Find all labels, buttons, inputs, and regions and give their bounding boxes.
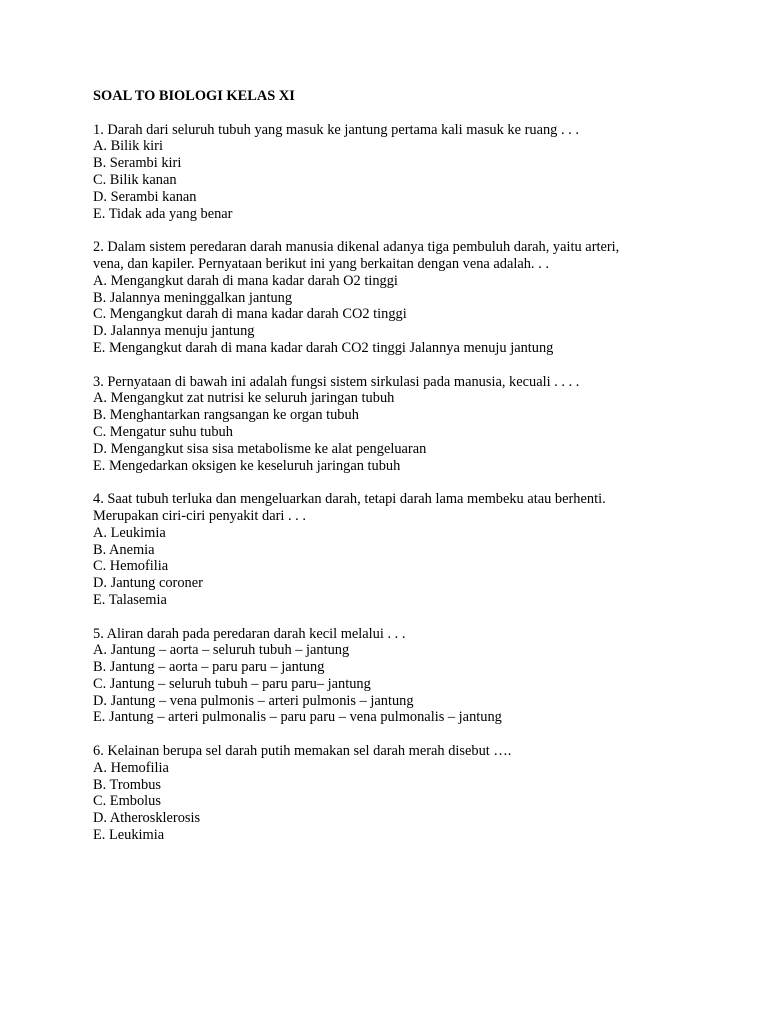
answer-option: C. Mengangkut darah di mana kadar darah CO2 tinggi bbox=[93, 306, 407, 323]
question-prompt-line: 6. Kelainan berupa sel darah putih memakan sel darah merah disebut …. bbox=[93, 743, 512, 760]
answer-option: C. Bilik kanan bbox=[93, 171, 177, 188]
answer-option: E. Jantung – arteri pulmonalis – paru paru – vena pulmonalis – jantung bbox=[93, 709, 502, 726]
answer-option: C. Mengatur suhu tubuh bbox=[93, 423, 233, 440]
answer-option: A. Hemofilia bbox=[93, 759, 169, 776]
question-4 bbox=[93, 491, 728, 609]
answer-option: B. Jalannya meninggalkan jantung bbox=[93, 289, 293, 306]
question-prompt-line: 1. Darah dari seluruh tubuh yang masuk ke jantung pertama kali masuk ke ruang . . . bbox=[93, 121, 579, 138]
answer-option: B. Serambi kiri bbox=[93, 155, 182, 172]
answer-option: D. Jalannya menuju jantung bbox=[93, 323, 255, 340]
answer-option: B. Jantung – aorta – paru paru – jantung bbox=[93, 659, 325, 676]
answer-option: A. Mengangkut zat nutrisi ke seluruh jaringan tubuh bbox=[93, 390, 395, 407]
question-prompt-line: Merupakan ciri-ciri penyakit dari . . . bbox=[93, 507, 306, 524]
answer-option: D. Jantung coroner bbox=[93, 575, 203, 592]
answer-option: E. Leukimia bbox=[93, 827, 165, 844]
document-title: SOAL TO BIOLOGI KELAS XI bbox=[93, 88, 295, 104]
answer-option: B. Anemia bbox=[93, 541, 155, 558]
answer-option: C. Hemofilia bbox=[93, 558, 169, 575]
answer-option: A. Bilik kiri bbox=[93, 138, 163, 155]
question-5 bbox=[93, 626, 728, 727]
question-list bbox=[93, 122, 728, 844]
question-prompt-line: 3. Pernyataan di bawah ini adalah fungsi sistem sirkulasi pada manusia, kecuali . . . . bbox=[93, 373, 580, 390]
answer-option: A. Jantung – aorta – seluruh tubuh – jantung bbox=[93, 642, 350, 659]
question-prompt-line: 5. Aliran darah pada peredaran darah kecil melalui . . . bbox=[93, 625, 406, 642]
answer-option: A. Leukimia bbox=[93, 524, 166, 541]
question-3 bbox=[93, 374, 728, 475]
answer-option: D. Atherosklerosis bbox=[93, 810, 201, 827]
answer-option: E. Mengedarkan oksigen ke keseluruh jaringan tubuh bbox=[93, 457, 401, 474]
question-2 bbox=[93, 239, 728, 357]
question-prompt-line: vena, dan kapiler. Pernyataan berikut ini yang berkaitan dengan vena adalah. . . bbox=[93, 255, 549, 272]
answer-option: C. Jantung – seluruh tubuh – paru paru– jantung bbox=[93, 675, 371, 692]
question-6 bbox=[93, 743, 728, 844]
answer-option: E. Mengangkut darah di mana kadar darah CO2 tinggi Jalannya menuju jantung bbox=[93, 339, 554, 356]
question-1 bbox=[93, 122, 728, 223]
answer-option: B. Trombus bbox=[93, 776, 161, 793]
question-prompt-line: 2. Dalam sistem peredaran darah manusia dikenal adanya tiga pembuluh darah, yaitu arteri, bbox=[93, 239, 620, 256]
answer-option: D. Serambi kanan bbox=[93, 188, 197, 205]
answer-option: E. Talasemia bbox=[93, 591, 167, 608]
answer-option: D. Mengangkut sisa sisa metabolisme ke alat pengeluaran bbox=[93, 440, 427, 457]
answer-option: E. Tidak ada yang benar bbox=[93, 205, 233, 222]
answer-option: C. Embolus bbox=[93, 793, 161, 810]
question-prompt-line: 4. Saat tubuh terluka dan mengeluarkan darah, tetapi darah lama membeku atau berhenti. bbox=[93, 491, 606, 508]
answer-option: D. Jantung – vena pulmonis – arteri pulmonis – jantung bbox=[93, 692, 414, 709]
answer-option: B. Menghantarkan rangsangan ke organ tubuh bbox=[93, 407, 359, 424]
answer-option: A. Mengangkut darah di mana kadar darah O2 tinggi bbox=[93, 272, 398, 289]
